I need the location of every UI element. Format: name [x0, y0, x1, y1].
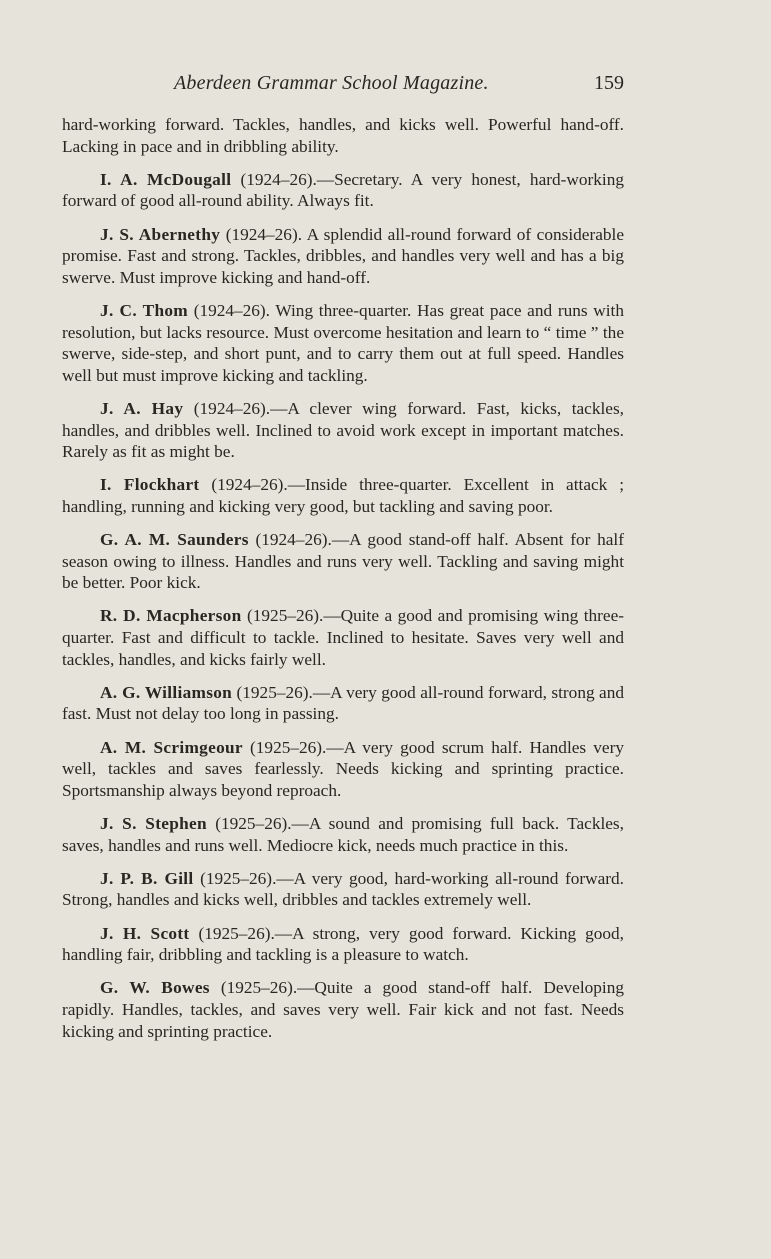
- intro-paragraph: hard-working forward. Tackles, handles, and kicks well. Powerful hand-off. Lacking in pace and in dribbling ability.: [62, 115, 624, 156]
- player-description: (1925–26).—A very good all-round forward, strong and fast. Must not delay too long in passing.: [62, 682, 624, 724]
- player-entry: [62, 868, 624, 911]
- body-text: [62, 114, 624, 1054]
- player-name: J. A. Hay: [100, 398, 184, 418]
- player-entry: [62, 529, 624, 594]
- player-description: (1924–26). Wing three-quarter. Has great pace and runs with resolution, but lacks resource. Must overcome hesitation and learn to “ time ” the swerve, side-step, and short punt, and to carry them out at full speed. Handles well but must improve kicking and tackling.: [62, 300, 624, 385]
- player-description: (1925–26).—A sound and promising full back. Tackles, saves, handles and runs well. Mediocre kick, needs much practice in this.: [62, 813, 624, 855]
- player-description: (1924–26).—Inside three-quarter. Excellent in attack ; handling, running and kicking very good, but tackling and saving poor.: [62, 475, 625, 516]
- player-entry: [62, 169, 624, 212]
- player-name: I. A. McDougall: [100, 169, 232, 189]
- player-name: I. Flockhart: [100, 475, 200, 495]
- player-entry: [62, 923, 624, 966]
- player-entry: [62, 737, 624, 802]
- player-description: (1924–26).—Secretary. A very honest, hard-working forward of good all-round ability. Always fit.: [62, 169, 624, 211]
- player-name: G. A. M. Saunders: [100, 530, 249, 550]
- running-head: [62, 72, 624, 100]
- player-name: J. S. Stephen: [100, 813, 207, 833]
- player-description: (1925–26).—A very good scrum half. Handles very well, tackles and saves fearlessly. Needs kicking and sprinting practice. Sportsmanship always beyond reproach.: [62, 737, 624, 800]
- player-entry: [62, 605, 624, 670]
- player-name: G. W. Bowes: [100, 978, 210, 998]
- player-name: J. H. Scott: [100, 923, 190, 943]
- player-description: (1924–26).—A clever wing forward. Fast, kicks, tackles, handles, and dribbles well. Inclined to avoid work except in important matches. Rarely as fit as might be.: [62, 398, 624, 462]
- player-entry: [62, 224, 624, 289]
- player-name: R. D. Macpherson: [100, 606, 242, 626]
- player-name: A. M. Scrimgeour: [100, 737, 243, 757]
- player-description: (1925–26).—A strong, very good forward. Kicking good, handling fair, dribbling and tackling is a pleasure to watch.: [62, 923, 624, 965]
- player-name: A. G. Williamson: [100, 682, 233, 702]
- player-name: J. S. Abernethy: [100, 224, 221, 244]
- player-description: (1924–26). A splendid all-round forward of considerable promise. Fast and strong. Tackles, dribbles, and handles very well and has a big swerve. Must improve kicking and hand-off.: [62, 224, 624, 287]
- player-description: (1925–26).—A very good, hard-working all-round forward. Strong, handles and kicks well, dribbles and tackles extremely well.: [62, 868, 624, 910]
- player-entry: [62, 813, 624, 856]
- player-description: (1925–26).—Quite a good stand-off half. Developing rapidly. Handles, tackles, and saves very well. Fair kick and not fast. Needs kicking and sprinting practice.: [62, 978, 624, 1041]
- page-number: 159: [594, 72, 624, 94]
- player-entry: [62, 977, 624, 1042]
- player-name: J. P. B. Gill: [100, 868, 194, 888]
- player-description: (1924–26).—A good stand-off half. Absent for half season owing to illness. Handles and runs very well. Tackling and saving might be better. Poor kick.: [62, 530, 624, 593]
- player-name: J. C. Thom: [100, 300, 188, 320]
- player-entry: [62, 398, 624, 463]
- running-title: Aberdeen Grammar School Magazine.: [174, 72, 489, 94]
- player-description: (1925–26).—Quite a good and promising wing three-quarter. Fast and difficult to tackle. Inclined to hesitate. Saves very well and tackles, handles, and kicks fairly well.: [62, 606, 625, 669]
- player-entry: [62, 474, 624, 517]
- player-entry: [62, 300, 624, 386]
- player-entry: [62, 682, 624, 725]
